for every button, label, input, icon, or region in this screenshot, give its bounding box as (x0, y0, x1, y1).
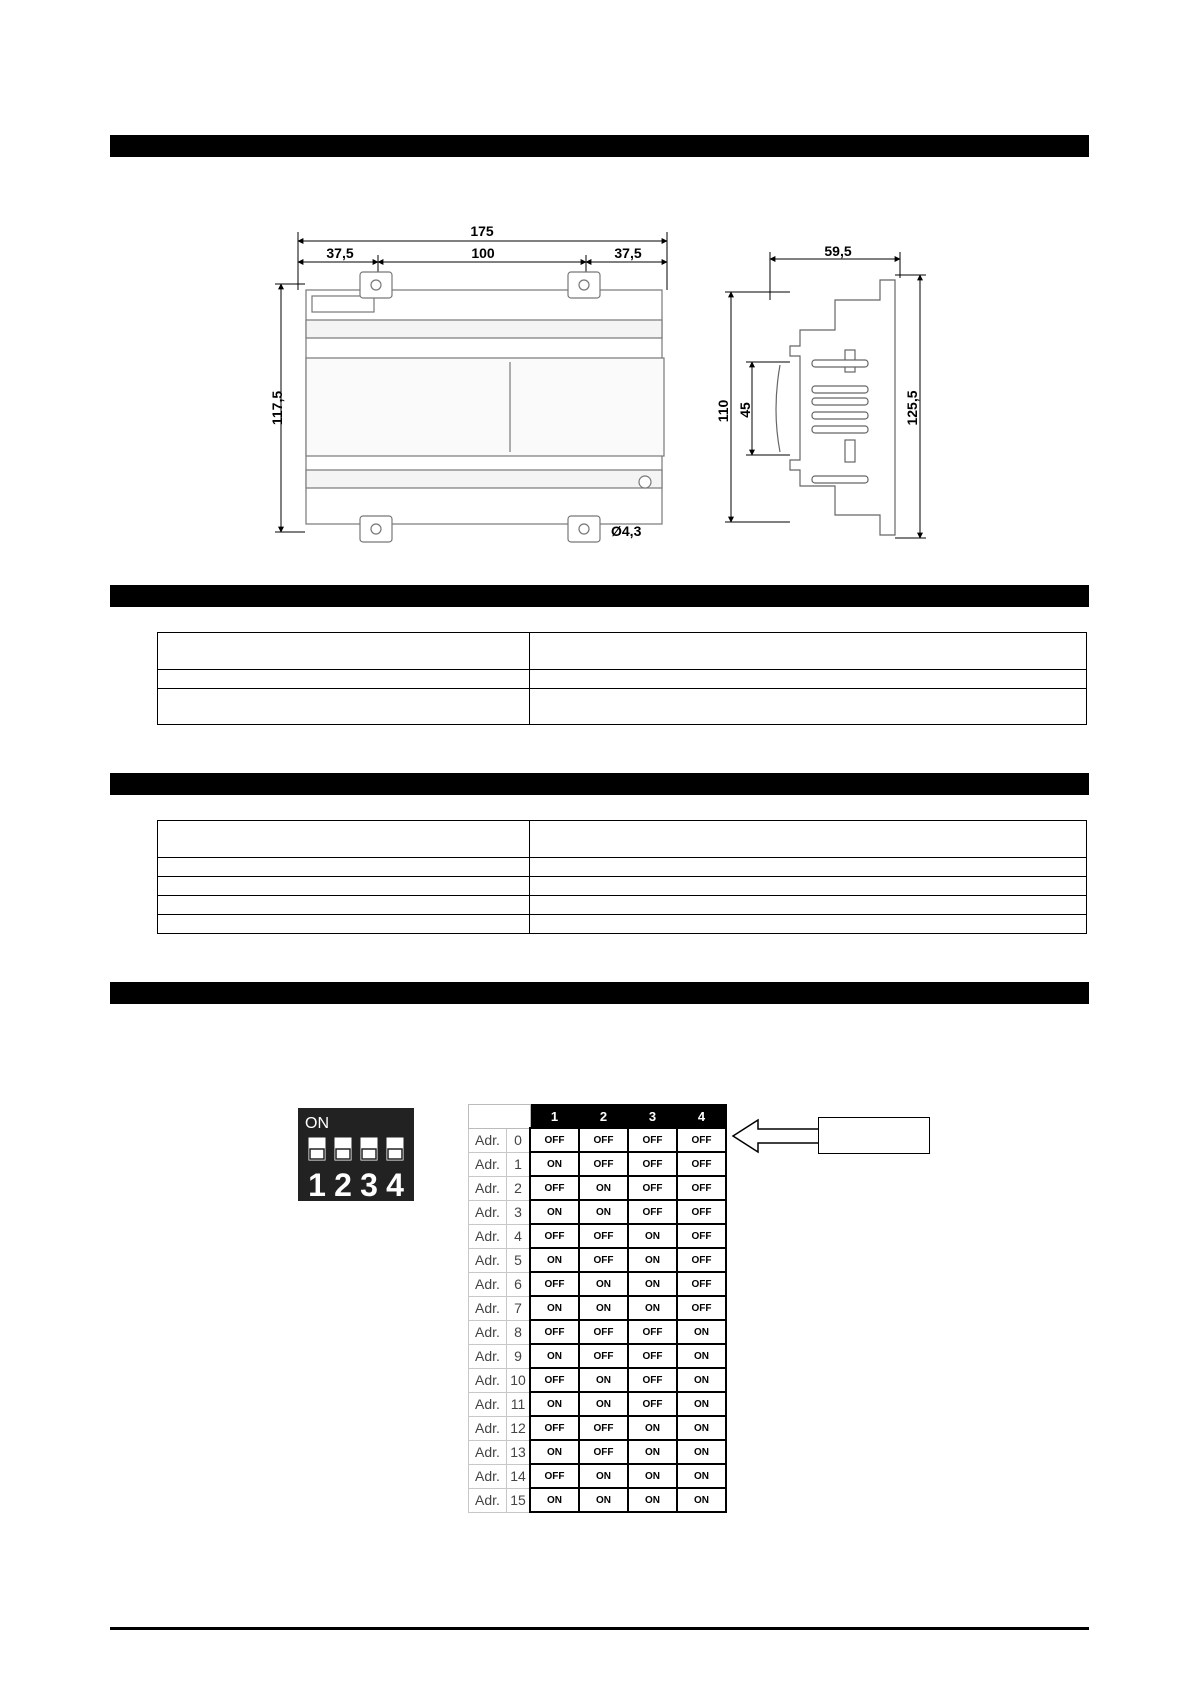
switch-state-4: OFF (677, 1272, 726, 1296)
switch-state-2: OFF (579, 1440, 628, 1464)
address-number: 7 (507, 1296, 531, 1320)
address-prefix: Adr. (469, 1248, 507, 1272)
switch-state-3: OFF (628, 1176, 677, 1200)
switch-state-2: OFF (579, 1248, 628, 1272)
switch-state-4: OFF (677, 1248, 726, 1272)
switch-state-2: ON (579, 1392, 628, 1416)
table-row (469, 1344, 727, 1368)
address-prefix: Adr. (469, 1344, 507, 1368)
spec-table-1 (157, 632, 1087, 725)
switch-state-1: ON (530, 1392, 579, 1416)
dim-left-offset: 37,5 (326, 245, 354, 261)
table-row (469, 1248, 727, 1272)
table-row (469, 1272, 727, 1296)
dip-on-label: ON (305, 1115, 329, 1132)
switch-state-4: ON (677, 1344, 726, 1368)
table-row (469, 1152, 727, 1176)
dim-height-outer: 110 (715, 399, 731, 423)
address-number: 14 (507, 1464, 531, 1488)
dim-height: 117,5 (269, 390, 285, 426)
dim-rail: 45 (737, 402, 753, 418)
switch-state-1: ON (530, 1488, 579, 1512)
spec-table-2 (157, 820, 1087, 934)
switch-state-1: OFF (530, 1464, 579, 1488)
address-number: 9 (507, 1344, 531, 1368)
dip-position-2: 2 (334, 1167, 352, 1201)
switch-state-1: OFF (530, 1416, 579, 1440)
switch-state-2: OFF (579, 1320, 628, 1344)
table-row (469, 1296, 727, 1320)
address-table-header (469, 1105, 727, 1129)
arrow-icon (730, 1117, 820, 1155)
table-row (469, 1368, 727, 1392)
switch-state-2: ON (579, 1272, 628, 1296)
switch-state-4: OFF (677, 1176, 726, 1200)
dim-hole-diameter: Ø4,3 (611, 523, 642, 539)
switch-state-1: ON (530, 1152, 579, 1176)
switch-state-1: OFF (530, 1368, 579, 1392)
address-number: 15 (507, 1488, 531, 1512)
address-prefix: Adr. (469, 1440, 507, 1464)
switch-state-4: ON (677, 1368, 726, 1392)
switch-state-3: OFF (628, 1320, 677, 1344)
switch-state-2: OFF (579, 1152, 628, 1176)
address-prefix: Adr. (469, 1200, 507, 1224)
dimension-drawing (0, 0, 1191, 560)
switch-state-4: ON (677, 1440, 726, 1464)
address-number: 6 (507, 1272, 531, 1296)
address-prefix: Adr. (469, 1392, 507, 1416)
address-prefix: Adr. (469, 1320, 507, 1344)
dip-position-1: 1 (308, 1167, 326, 1201)
dip-position-4: 4 (386, 1167, 404, 1201)
table-row (469, 1128, 727, 1152)
switch-state-1: ON (530, 1296, 579, 1320)
table-row (469, 1440, 727, 1464)
footer-rule (110, 1627, 1089, 1630)
address-prefix: Adr. (469, 1152, 507, 1176)
switch-state-4: ON (677, 1416, 726, 1440)
switch-state-3: ON (628, 1440, 677, 1464)
switch-state-3: OFF (628, 1200, 677, 1224)
switch-state-4: OFF (677, 1296, 726, 1320)
switch-state-4: OFF (677, 1224, 726, 1248)
switch-state-1: ON (530, 1440, 579, 1464)
table-row (469, 1224, 727, 1248)
address-prefix: Adr. (469, 1488, 507, 1512)
table-row (469, 1176, 727, 1200)
switch-state-4: ON (677, 1320, 726, 1344)
switch-state-3: ON (628, 1464, 677, 1488)
switch-state-3: ON (628, 1488, 677, 1512)
address-number: 11 (507, 1392, 531, 1416)
switch-state-3: OFF (628, 1128, 677, 1152)
switch-state-3: ON (628, 1416, 677, 1440)
address-prefix: Adr. (469, 1272, 507, 1296)
switch-state-1: OFF (530, 1320, 579, 1344)
dim-center-span: 100 (471, 245, 495, 261)
switch-state-2: OFF (579, 1224, 628, 1248)
address-prefix: Adr. (469, 1224, 507, 1248)
switch-state-2: ON (579, 1464, 628, 1488)
switch-state-2: ON (579, 1368, 628, 1392)
section-bar-address (110, 982, 1089, 1004)
switch-state-3: ON (628, 1224, 677, 1248)
dim-right-offset: 37,5 (614, 245, 642, 261)
switch-state-2: OFF (579, 1128, 628, 1152)
address-number: 10 (507, 1368, 531, 1392)
table-row (469, 1488, 727, 1512)
switch-state-2: ON (579, 1200, 628, 1224)
switch-state-1: OFF (530, 1272, 579, 1296)
switch-state-2: OFF (579, 1416, 628, 1440)
switch-state-2: ON (579, 1488, 628, 1512)
address-table (468, 1104, 727, 1513)
switch-state-1: OFF (530, 1224, 579, 1248)
switch-state-4: ON (677, 1488, 726, 1512)
address-number: 3 (507, 1200, 531, 1224)
switch-state-1: ON (530, 1248, 579, 1272)
address-prefix: Adr. (469, 1368, 507, 1392)
switch-state-1: ON (530, 1200, 579, 1224)
table-row (469, 1392, 727, 1416)
section-bar-specs-2 (110, 773, 1089, 795)
arrow-label-box (818, 1117, 930, 1154)
address-prefix: Adr. (469, 1176, 507, 1200)
dip-switch (298, 1108, 414, 1201)
address-prefix: Adr. (469, 1128, 507, 1152)
switch-state-2: OFF (579, 1344, 628, 1368)
switch-state-3: OFF (628, 1392, 677, 1416)
switch-state-4: OFF (677, 1200, 726, 1224)
table-row (469, 1416, 727, 1440)
dip-position-3: 3 (360, 1167, 378, 1201)
table-row (469, 1320, 727, 1344)
address-prefix: Adr. (469, 1464, 507, 1488)
switch-state-1: ON (530, 1344, 579, 1368)
switch-state-1: OFF (530, 1128, 579, 1152)
section-bar-specs-1 (110, 585, 1089, 607)
address-number: 4 (507, 1224, 531, 1248)
header-switch-3: 3 (628, 1105, 677, 1129)
address-prefix: Adr. (469, 1296, 507, 1320)
header-switch-4: 4 (677, 1105, 726, 1129)
address-number: 5 (507, 1248, 531, 1272)
switch-state-2: ON (579, 1176, 628, 1200)
header-switch-2: 2 (579, 1105, 628, 1129)
address-number: 2 (507, 1176, 531, 1200)
address-number: 0 (507, 1128, 531, 1152)
dim-depth: 59,5 (824, 243, 852, 259)
switch-state-4: OFF (677, 1128, 726, 1152)
switch-state-3: OFF (628, 1344, 677, 1368)
switch-state-1: OFF (530, 1176, 579, 1200)
table-row (469, 1200, 727, 1224)
address-number: 1 (507, 1152, 531, 1176)
address-number: 12 (507, 1416, 531, 1440)
switch-state-2: ON (579, 1296, 628, 1320)
switch-state-4: ON (677, 1392, 726, 1416)
header-switch-1: 1 (530, 1105, 579, 1129)
switch-state-4: OFF (677, 1152, 726, 1176)
dim-height-total: 125,5 (904, 390, 920, 426)
switch-state-3: OFF (628, 1368, 677, 1392)
dim-width-total: 175 (470, 223, 494, 239)
address-number: 13 (507, 1440, 531, 1464)
switch-state-3: ON (628, 1296, 677, 1320)
switch-state-4: ON (677, 1464, 726, 1488)
table-row (469, 1464, 727, 1488)
address-prefix: Adr. (469, 1416, 507, 1440)
switch-state-3: OFF (628, 1152, 677, 1176)
address-number: 8 (507, 1320, 531, 1344)
switch-state-3: ON (628, 1272, 677, 1296)
switch-state-3: ON (628, 1248, 677, 1272)
